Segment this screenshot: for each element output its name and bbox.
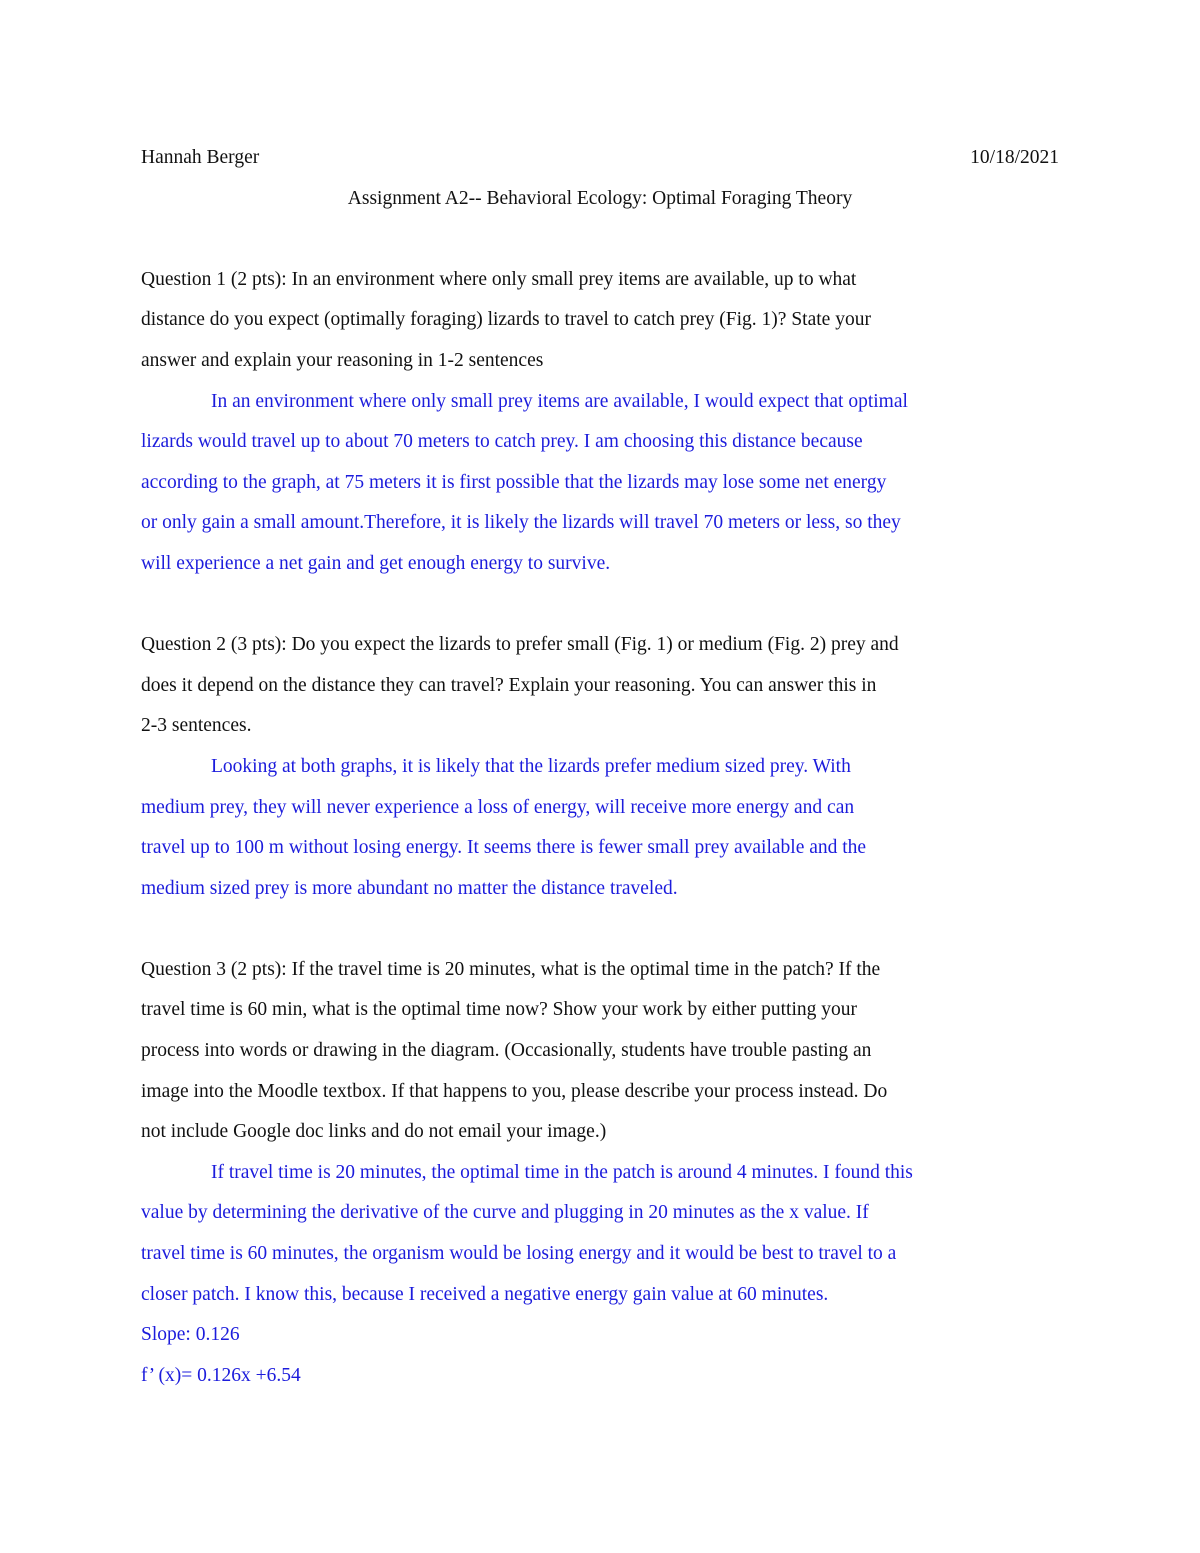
answer-1-line: or only gain a small amount.Therefore, it is likely the lizards will travel 70 meters or less, so they (141, 512, 901, 534)
blank-line (141, 585, 1059, 626)
answer-3-line: If travel time is 20 minutes, the optimal time in the patch is around 4 minutes. I found this (211, 1161, 913, 1183)
answer-3 (141, 1153, 1059, 1397)
question-1-line: answer and explain your reasoning in 1-2 sentences (141, 349, 544, 371)
question-3-line: travel time is 60 min, what is the optimal time now? Show your work by either putting your (141, 999, 857, 1021)
answer-3-line: travel time is 60 minutes, the organism would be losing energy and it would be best to travel to a (141, 1243, 897, 1265)
document-date: 10/18/2021 (970, 147, 1059, 168)
question-2-line: does it depend on the distance they can travel? Explain your reasoning. You can answer this in (141, 674, 877, 696)
question-1-line: Question 1 (2 pts): In an environment where only small prey items are available, up to what (141, 268, 857, 290)
page-title: Assignment A2-- Behavioral Ecology: Optimal Foraging Theory (347, 187, 853, 209)
question-2 (141, 625, 1059, 747)
slope-value: Slope: 0.126 (141, 1324, 240, 1346)
question-2-line: 2-3 sentences. (141, 715, 252, 737)
question-3-line: image into the Moodle textbox. If that happens to you, please describe your process instead. Do (141, 1080, 888, 1102)
answer-1-line: will experience a net gain and get enough energy to survive. (141, 552, 611, 574)
blank-line (141, 219, 1059, 260)
author-name: Hannah Berger (141, 147, 260, 168)
answer-1 (141, 382, 1059, 585)
question-1 (141, 260, 1059, 382)
derivative-formula: f’ (x)= 0.126x +6.54 (141, 1364, 301, 1386)
question-3-line: not include Google doc links and do not email your image.) (141, 1121, 607, 1143)
answer-1-line: according to the graph, at 75 meters it is first possible that the lizards may lose some net energy (141, 471, 887, 493)
document-body (141, 138, 1059, 1396)
question-3 (141, 950, 1059, 1153)
answer-2-line: medium sized prey is more abundant no matter the distance traveled. (141, 877, 678, 899)
blank-line (141, 909, 1059, 950)
answer-1-line: lizards would travel up to about 70 meters to catch prey. I am choosing this distance because (141, 431, 863, 453)
question-2-line: Question 2 (3 pts): Do you expect the lizards to prefer small (Fig. 1) or medium (Fig. 2) prey and (141, 634, 899, 656)
answer-2-line: medium prey, they will never experience a loss of energy, will receive more energy and can (141, 796, 855, 818)
answer-3-line: value by determining the derivative of the curve and plugging in 20 minutes as the x value. If (141, 1202, 869, 1224)
answer-3-line: closer patch. I know this, because I received a negative energy gain value at 60 minutes. (141, 1283, 829, 1305)
answer-2 (141, 747, 1059, 909)
header-row (141, 138, 1059, 179)
answer-1-line: In an environment where only small prey items are available, I would expect that optimal (211, 390, 908, 412)
question-1-line: distance do you expect (optimally foraging) lizards to travel to catch prey (Fig. 1)? State your (141, 309, 871, 331)
question-3-line: process into words or drawing in the diagram. (Occasionally, students have trouble pasting an (141, 1040, 872, 1062)
answer-2-line: Looking at both graphs, it is likely that the lizards prefer medium sized prey. With (211, 755, 851, 777)
answer-2-line: travel up to 100 m without losing energy. It seems there is fewer small prey available and the (141, 837, 867, 859)
question-3-line: Question 3 (2 pts): If the travel time is 20 minutes, what is the optimal time in the patch? If the (141, 958, 881, 980)
